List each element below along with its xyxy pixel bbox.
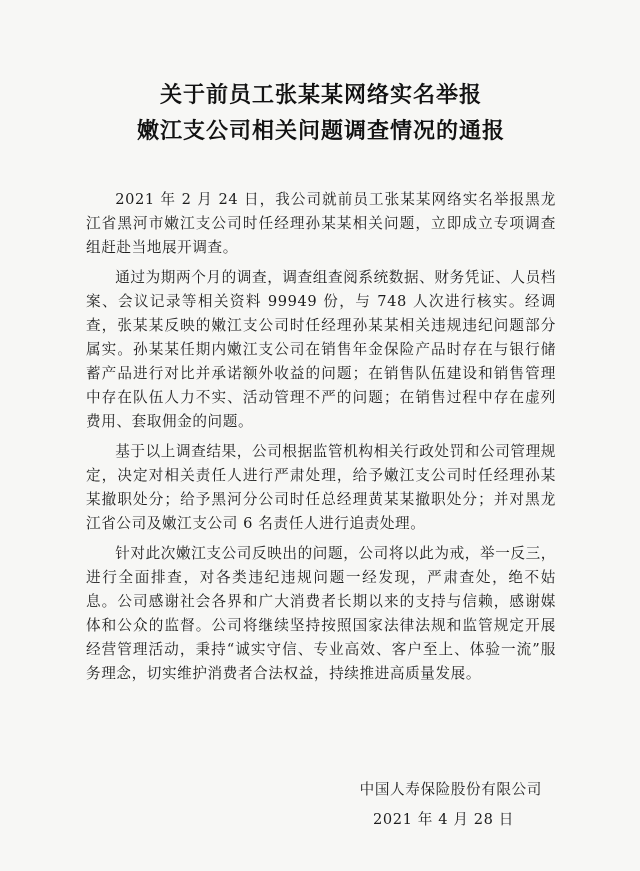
- paragraph-3: 基于以上调查结果，公司根据监管机构相关行政处罚和公司管理规定，决定对相关责任人进行严肃处理，给予嫩江支公司时任经理孙某某撤职处分；给予黑河分公司时任总经理黄某某撤职处分；并对黑龙江省公司及嫩江支公司 6 名责任人进行追责处理。: [86, 443, 556, 532]
- title-line-2: 嫩江支公司相关问题调查情况的通报: [136, 119, 505, 144]
- title-line-1: 关于前员工张某某网络实名举报: [159, 83, 482, 108]
- notice-body: [86, 188, 556, 686]
- signature-company: 中国人寿保险股份有限公司: [359, 781, 542, 798]
- signature-date: 2021 年 4 月 28 日: [373, 811, 514, 828]
- paragraph-2: 通过为期两个月的调查，调查组查阅系统数据、财务凭证、人员档案、会议记录等相关资料 99949 份，与 748 人次进行核实。经调查，张某某反映的嫩江支公司时任经理孙某某相关违规违纪问题部分属实。孙某某任期内嫩江支公司在销售年金保险产品时存在与银行储蓄产品进行对比并承诺额外收益的问题；在销售队伍建设和销售管理中存在队伍人力不实、活动管理不严的问题；在销售过程中存在虚列费用、套取佣金的问题。: [86, 269, 556, 430]
- paragraph-4: 针对此次嫩江支公司反映出的问题，公司将以此为戒，举一反三，进行全面排查，对各类违纪违规问题一经发现，严肃查处，绝不姑息。公司感谢社会各界和广大消费者长期以来的支持与信赖，感谢媒体和公众的监督。公司将继续坚持按照国家法律法规和监管规定开展经营管理活动，秉持“诚实守信、专业高效、客户至上、体验一流”服务理念，切实维护消费者合法权益，持续推进高质量发展。: [86, 545, 556, 682]
- notice-title: [86, 78, 556, 150]
- paragraph-1: 2021 年 2 月 24 日，我公司就前员工张某某网络实名举报黑龙江省黑河市嫩江支公司时任经理孙某某相关问题，立即成立专项调查组赶赴当地展开调查。: [86, 191, 556, 256]
